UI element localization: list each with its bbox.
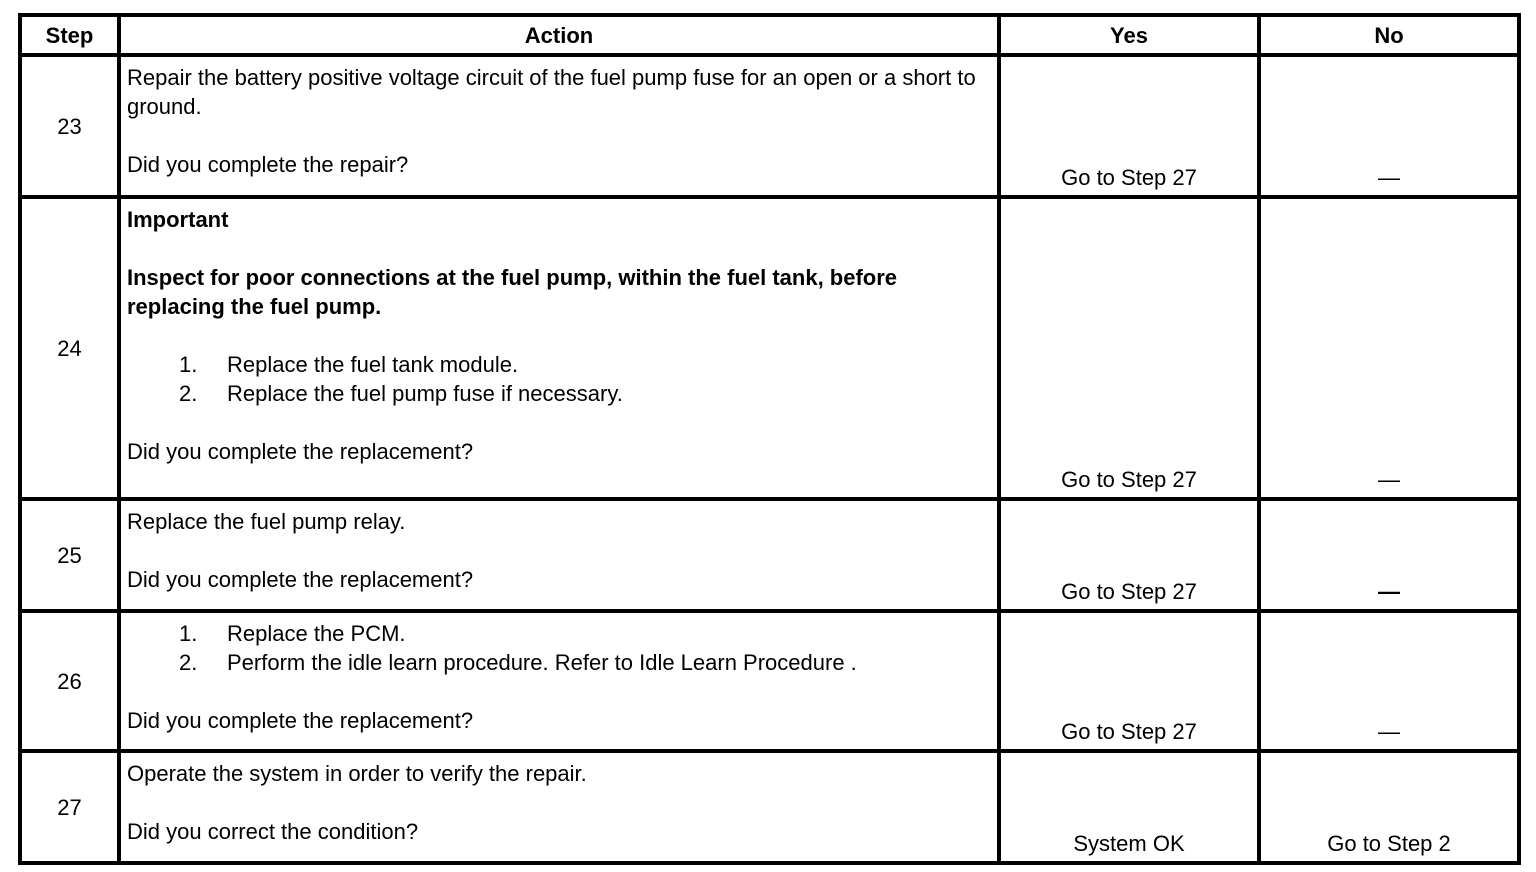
- list-number: 1.: [179, 621, 198, 646]
- table-row: [20, 55, 1519, 197]
- list-number: 2.: [179, 650, 198, 675]
- table-row: [20, 197, 1519, 499]
- list-text: Perform the idle learn procedure. Refer to Idle Learn Procedure .: [227, 650, 857, 675]
- action-text: Replace the fuel pump relay.: [127, 509, 406, 534]
- important-note: Inspect for poor connections at the fuel pump, within the fuel tank, before replacing the fuel pump.: [127, 265, 898, 319]
- action-cell: [119, 55, 999, 197]
- no-result: Go to Step 2: [1259, 751, 1519, 863]
- step-number: 27: [20, 751, 119, 863]
- no-result: —: [1259, 55, 1519, 197]
- yes-result: System OK: [999, 751, 1259, 863]
- action-question: Did you correct the condition?: [127, 819, 419, 844]
- action-cell: [119, 197, 999, 499]
- list-text: Replace the fuel pump fuse if necessary.: [227, 381, 623, 406]
- list-item: [127, 648, 991, 677]
- action-cell: [119, 611, 999, 751]
- no-result: —: [1259, 611, 1519, 751]
- list-item: [127, 379, 991, 408]
- no-result: —: [1259, 499, 1519, 611]
- list-number: 2.: [179, 381, 198, 406]
- header-action: Action: [119, 15, 999, 55]
- list-item: [127, 619, 991, 648]
- action-text: Operate the system in order to verify the repair.: [127, 761, 587, 786]
- list-item: [127, 350, 991, 379]
- no-result: —: [1259, 197, 1519, 499]
- important-label: Important: [127, 207, 229, 232]
- step-number: 23: [20, 55, 119, 197]
- table-row: [20, 499, 1519, 611]
- list-text: Replace the fuel tank module.: [227, 352, 519, 377]
- step-number: 24: [20, 197, 119, 499]
- action-text: Repair the battery positive voltage circuit of the fuel pump fuse for an open or a short to ground.: [127, 65, 976, 119]
- action-cell: [119, 751, 999, 863]
- table-row: [20, 751, 1519, 863]
- list-text: Replace the PCM.: [227, 621, 406, 646]
- step-number: 26: [20, 611, 119, 751]
- action-question: Did you complete the replacement?: [127, 708, 474, 733]
- yes-result: Go to Step 27: [999, 611, 1259, 751]
- table-row: [20, 611, 1519, 751]
- header-row: [20, 15, 1519, 55]
- yes-result: Go to Step 27: [999, 55, 1259, 197]
- header-no: No: [1259, 15, 1519, 55]
- action-question: Did you complete the replacement?: [127, 439, 474, 464]
- step-number: 25: [20, 499, 119, 611]
- header-step: Step: [20, 15, 119, 55]
- header-yes: Yes: [999, 15, 1259, 55]
- diagnostic-table: [18, 13, 1521, 865]
- action-question: Did you complete the repair?: [127, 152, 409, 177]
- action-question: Did you complete the replacement?: [127, 567, 474, 592]
- list-number: 1.: [179, 352, 198, 377]
- yes-result: Go to Step 27: [999, 197, 1259, 499]
- yes-result: Go to Step 27: [999, 499, 1259, 611]
- action-cell: [119, 499, 999, 611]
